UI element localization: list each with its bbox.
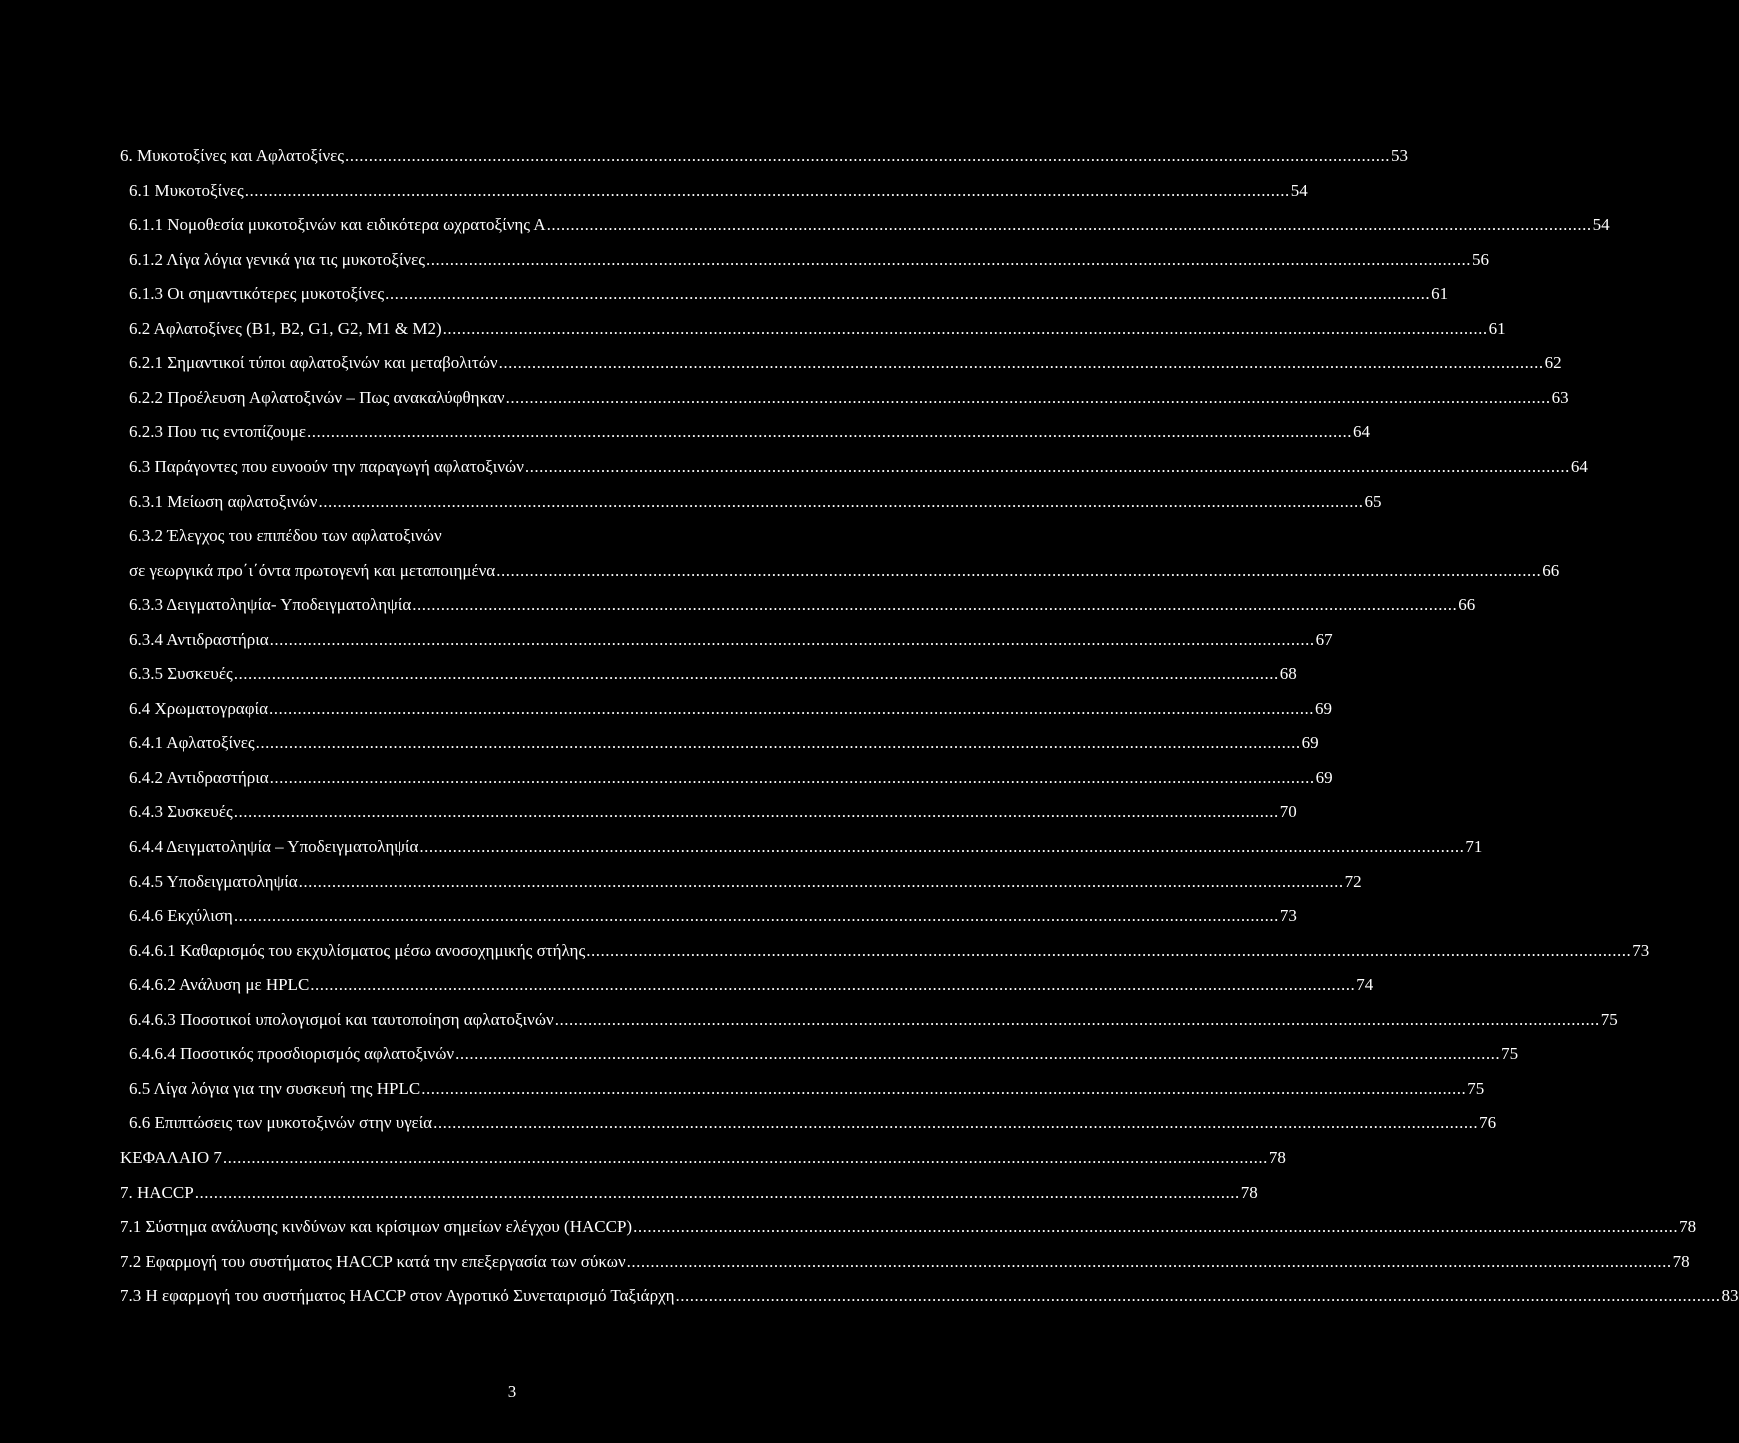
toc-entry: [120, 1250, 1690, 1274]
toc-entry-title: 6.1.3 Οι σημαντικότερες μυκοτοξίνες: [129, 284, 385, 303]
toc-dot-leader: ............................................................................................................................................................................................................................: [298, 872, 1344, 891]
toc-entry: [129, 282, 1449, 306]
toc-entry-page: 54: [1290, 181, 1308, 200]
toc-entry: [129, 662, 1297, 686]
toc-dot-leader: ............................................................................................................................................................................................................................: [496, 561, 1542, 580]
toc-entry-page: 76: [1479, 1113, 1497, 1132]
toc-entry-title: 7.3 Η εφαρμογή του συστήματος HACCP στον Αγροτικό Συνεταιρισμό Ταξιάρχη: [120, 1286, 675, 1305]
toc-entry: [129, 835, 1483, 859]
toc-entry: [129, 870, 1362, 894]
toc-entry-page: 66: [1542, 561, 1560, 580]
toc-entry-page: 69: [1315, 699, 1332, 718]
toc-entry-page: 74: [1356, 975, 1374, 994]
toc-entry-page: 54: [1592, 215, 1610, 234]
toc-entry-page: 56: [1471, 250, 1489, 269]
toc-entry-title: 6.4.4 Δειγματοληψία – Υποδειγματοληψία: [129, 837, 419, 856]
toc-dot-leader: ............................................................................................................................................................................................................................: [524, 457, 1570, 476]
toc-entry-title: 6.1 Μυκοτοξίνες: [129, 181, 244, 200]
toc-entry-page: 64: [1570, 457, 1588, 476]
toc-dot-leader: ............................................................................................................................................................................................................................: [412, 595, 1458, 614]
toc-entry-page: 83: [1721, 1286, 1739, 1305]
toc-dot-leader: ............................................................................................................................................................................................................................: [222, 1148, 1268, 1167]
toc-entry-title: 6. Μυκοτοξίνες και Αφλατοξίνες: [120, 146, 345, 165]
toc-dot-leader: ............................................................................................................................................................................................................................: [554, 1010, 1600, 1029]
toc-entry-title: 6.4.5 Υποδειγματοληψία: [129, 872, 298, 891]
toc-entry-page: 73: [1632, 941, 1650, 960]
toc-dot-leader: ............................................................................................................................................................................................................................: [255, 733, 1301, 752]
toc-entry: [129, 939, 1650, 963]
toc-entry: [129, 593, 1476, 617]
toc-entry: [129, 455, 1588, 479]
toc-dot-leader: ............................................................................................................................................................................................................................: [498, 353, 1544, 372]
toc-dot-leader: ............................................................................................................................................................................................................................: [194, 1183, 1240, 1202]
toc-entry: [129, 1042, 1519, 1066]
toc-dot-leader: ............................................................................................................................................................................................................................: [505, 388, 1551, 407]
toc-entry-page: 65: [1364, 492, 1382, 511]
toc-entry-page: 78: [1679, 1217, 1697, 1236]
toc-entry: [129, 213, 1610, 237]
toc-dot-leader: ............................................................................................................................................................................................................................: [546, 215, 1592, 234]
toc-entry: [129, 628, 1333, 652]
toc-entry-title: 6.4.6.3 Ποσοτικοί υπολογισμοί και ταυτοποίηση αφλατοξινών: [129, 1010, 554, 1029]
toc-entry-title: 6.2.3 Που τις εντοπίζουμε: [129, 422, 306, 441]
toc-entry-page: 70: [1279, 802, 1297, 821]
toc-entry-title: 6.3 Παράγοντες που ευνοούν την παραγωγή αφλατοξινών: [129, 457, 524, 476]
toc-entry-title: 7. HACCP: [120, 1183, 194, 1202]
toc-entry-title: 6.3.2 Έλεγχος του επιπέδου των αφλατοξινών: [129, 526, 442, 545]
toc-dot-leader: ............................................................................................................................................................................................................................: [310, 975, 1356, 994]
toc-entry-title: 6.2 Αφλατοξίνες (B1, B2, G1, G2, M1 & M2): [129, 319, 442, 338]
toc-entry-page: 69: [1301, 733, 1319, 752]
toc-entry: [129, 524, 894, 548]
toc-entry-page: 62: [1544, 353, 1562, 372]
toc-dot-leader: ............................................................................................................................................................................................................................: [233, 664, 1279, 683]
toc-entry-page: 67: [1315, 630, 1333, 649]
toc-entry-title: σε γεωργικά προ΄ι΄όντα πρωτογενή και μεταποιημένα: [129, 561, 496, 580]
toc-entry-page: 61: [1488, 319, 1506, 338]
toc-entry-title: 6.3.3 Δειγματοληψία- Υποδειγματοληψία: [129, 595, 412, 614]
toc-entry: [120, 1181, 1258, 1205]
toc-dot-leader: ............................................................................................................................................................................................................................: [318, 492, 1364, 511]
toc-entry-title: 6.4.1 Αφλατοξίνες: [129, 733, 255, 752]
toc-entry: [129, 559, 1560, 583]
toc-entry-title: 6.3.5 Συσκευές: [129, 664, 233, 683]
page-number: 3: [507, 1382, 517, 1401]
toc-entry-title: 6.4.2 Αντιδραστήρια: [129, 768, 269, 787]
toc-entry-page: 63: [1551, 388, 1569, 407]
toc-dot-leader: ............................................................................................................................................................................................................................: [586, 941, 1632, 960]
toc-entry-title: 6.4.6.1 Καθαρισμός του εκχυλίσματος μέσω ανοσοχημικής στήλης: [129, 941, 586, 960]
toc-entry-page: 64: [1352, 422, 1370, 441]
toc-entry-title: 6.3.1 Μείωση αφλατοξινών: [129, 492, 318, 511]
toc-entry-page: 61: [1431, 284, 1449, 303]
toc-dot-leader: ............................................................................................................................................................................................................................: [633, 1217, 1679, 1236]
toc-entry: [129, 800, 1297, 824]
toc-entry-page: 68: [1279, 664, 1297, 683]
toc-dot-leader: ............................................................................................................................................................................................................................: [269, 768, 1315, 787]
toc-entry: [120, 1215, 1697, 1239]
toc-entry: [129, 351, 1562, 375]
toc-dot-leader: ............................................................................................................................................................................................................................: [269, 630, 1315, 649]
toc-entry-title: 7.2 Εφαρμογή του συστήματος HACCP κατά την επεξεργασία των σύκων: [120, 1252, 626, 1271]
toc-entry-title: 7.1 Σύστημα ανάλυσης κινδύνων και κρίσιμων σημείων ελέγχου (HACCP): [120, 1217, 633, 1236]
toc-entry-page: 78: [1240, 1183, 1258, 1202]
toc-entry: [129, 179, 1308, 203]
toc-entry: [129, 1111, 1497, 1135]
toc-entry-title: 6.2.1 Σημαντικοί τύποι αφλατοξινών και μεταβολιτών: [129, 353, 498, 372]
toc-entry: [120, 1284, 1739, 1308]
toc-entry-page: 72: [1344, 872, 1362, 891]
toc-entry-page: 73: [1279, 906, 1297, 925]
toc-dot-leader: ............................................................................................................................................................................................................................: [442, 319, 1488, 338]
toc-entry-page: 66: [1458, 595, 1476, 614]
toc-entry: [129, 1077, 1485, 1101]
toc-entry-title: 6.4.6.4 Ποσοτικός προσδιορισμός αφλατοξινών: [129, 1044, 455, 1063]
toc-entry-title: 6.4.6.2 Ανάλυση με HPLC: [129, 975, 310, 994]
toc-entry-page: 75: [1600, 1010, 1618, 1029]
toc-dot-leader: ............................................................................................................................................................................................................................: [675, 1286, 1721, 1305]
toc-entry-title: 6.4.6 Εκχύλιση: [129, 906, 233, 925]
toc-entry: [129, 697, 1332, 721]
toc-entry-page: 69: [1315, 768, 1333, 787]
toc-entry: [129, 317, 1506, 341]
toc-entry: [120, 144, 1409, 168]
toc-dot-leader: ............................................................................................................................................................................................................................: [421, 1079, 1467, 1098]
toc-entry: [129, 386, 1569, 410]
toc-entry-title: 6.5 Λίγα λόγια για την συσκευή της HPLC: [129, 1079, 421, 1098]
toc-entry-title: 6.4 Χρωματογραφία: [129, 699, 268, 718]
toc-dot-leader: ............................................................................................................................................................................................................................: [385, 284, 1431, 303]
toc-entry: [129, 490, 1382, 514]
toc-dot-leader: ............................................................................................................................................................................................................................: [269, 699, 1314, 718]
toc-entry-title: ΚΕΦΑΛΑΙΟ 7: [120, 1148, 222, 1167]
toc-entry: [129, 1008, 1618, 1032]
toc-entry-page: 78: [1268, 1148, 1286, 1167]
toc-entry-page: 53: [1391, 146, 1409, 165]
toc-entry: [129, 766, 1333, 790]
toc-entry-page: 78: [1672, 1252, 1690, 1271]
toc-entry: [129, 973, 1374, 997]
toc-entry-title: 6.4.3 Συσκευές: [129, 802, 233, 821]
toc-entry: [129, 731, 1319, 755]
toc-dot-leader: ............................................................................................................................................................................................................................: [433, 1113, 1479, 1132]
toc-entry-page: 75: [1467, 1079, 1485, 1098]
toc-dot-leader: ............................................................................................................................................................................................................................: [244, 181, 1290, 200]
toc-dot-leader: ............................................................................................................................................................................................................................: [455, 1044, 1501, 1063]
toc-dot-leader: ............................................................................................................................................................................................................................: [233, 906, 1279, 925]
toc-dot-leader: ............................................................................................................................................................................................................................: [626, 1252, 1672, 1271]
toc-dot-leader: ............................................................................................................................................................................................................................: [425, 250, 1471, 269]
toc-entry-page: 75: [1501, 1044, 1519, 1063]
toc-entry: [129, 420, 1370, 444]
toc-dot-leader: ............................................................................................................................................................................................................................: [306, 422, 1352, 441]
toc-entry-title: 6.2.2 Προέλευση Αφλατοξινών – Πως ανακαλύφθηκαν: [129, 388, 505, 407]
toc-entry-page: 71: [1465, 837, 1483, 856]
toc-entry: [120, 1146, 1286, 1170]
toc-dot-leader: ............................................................................................................................................................................................................................: [233, 802, 1279, 821]
toc-dot-leader: ............................................................................................................................................................................................................................: [419, 837, 1465, 856]
toc-entry-title: 6.3.4 Αντιδραστήρια: [129, 630, 269, 649]
toc-dot-leader: ............................................................................................................................................................................................................................: [345, 146, 1391, 165]
toc-entry: [129, 248, 1489, 272]
toc-entry-title: 6.1.2 Λίγα λόγια γενικά για τις μυκοτοξίνες: [129, 250, 425, 269]
toc-entry-title: 6.6 Επιπτώσεις των μυκοτοξινών στην υγεία: [129, 1113, 433, 1132]
toc-entry: [129, 904, 1297, 928]
toc-entry-title: 6.1.1 Νομοθεσία μυκοτοξινών και ειδικότερα ωχρατοξίνης Α: [129, 215, 546, 234]
